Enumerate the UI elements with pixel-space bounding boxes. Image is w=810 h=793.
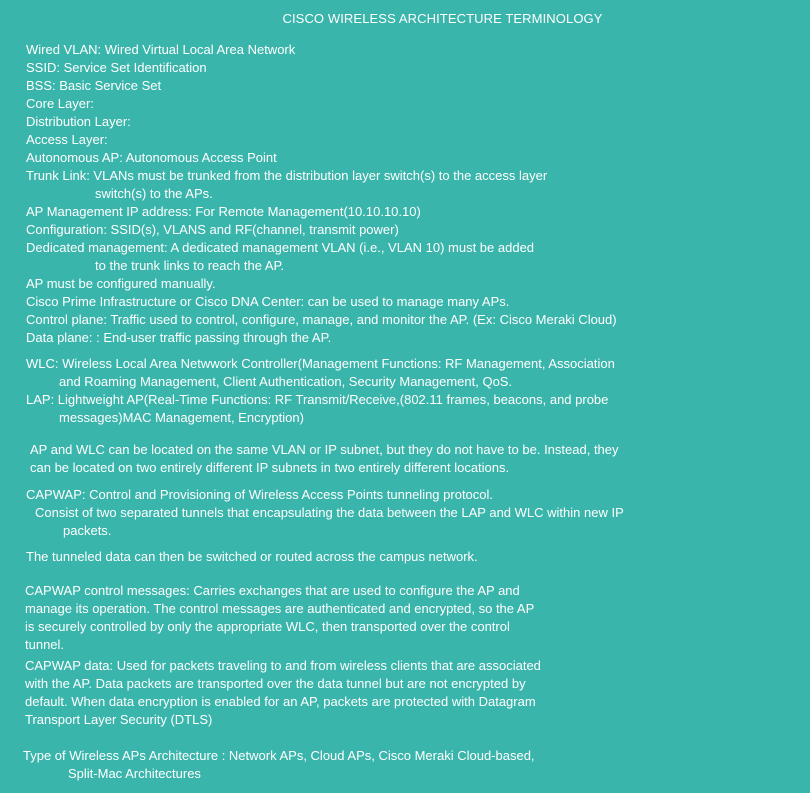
term-capwap-data-l2: with the AP. Data packets are transported over the data tunnel but are not encrypted by [25, 676, 526, 691]
term-capwap-data-l3: default. When data encryption is enabled for an AP, packets are protected with Datagram [25, 694, 536, 709]
term-access-layer: Access Layer: [26, 132, 108, 147]
term-core-layer: Core Layer: [26, 96, 94, 111]
term-control-plane: Control plane: Traffic used to control, configure, manage, and monitor the AP. (Ex: Cisco Meraki Cloud) [26, 312, 617, 327]
term-wlc: WLC: Wireless Local Area Netwwork Controller(Management Functions: RF Management, Association [26, 356, 615, 371]
term-capwap-data-l4: Transport Layer Security (DTLS) [25, 712, 213, 727]
term-capwap-data: CAPWAP data: Used for packets traveling to and from wireless clients that are associated [25, 658, 541, 673]
page-title: CISCO WIRELESS ARCHITECTURE TERMINOLOGY [282, 11, 603, 26]
term-cisco-prime: Cisco Prime Infrastructure or Cisco DNA Center: can be used to manage many APs. [26, 294, 510, 309]
term-trunk-link: Trunk Link: VLANs must be trunked from the distribution layer switch(s) to the access layer [26, 168, 548, 183]
term-manual-config: AP must be configured manually. [26, 276, 216, 291]
term-distribution-layer: Distribution Layer: [26, 114, 131, 129]
term-ssid: SSID: Service Set Identification [26, 60, 207, 75]
term-lap: LAP: Lightweight AP(Real-Time Functions: RF Transmit/Receive,(802.11 frames, beacons, and probe [26, 392, 609, 407]
term-dedicated-management-cont: to the trunk links to reach the AP. [95, 258, 285, 273]
term-capwap-control-messages-l3: is securely controlled by only the appropriate WLC, then transported over the control [25, 619, 510, 634]
term-ap-management-ip: AP Management IP address: For Remote Management(10.10.10.10) [26, 204, 421, 219]
term-data-plane: Data plane: : End-user traffic passing through the AP. [26, 330, 332, 345]
term-trunk-link-cont: switch(s) to the APs. [95, 186, 213, 201]
term-capwap-control-messages-l4: tunnel. [25, 637, 65, 652]
term-wlc-cont: and Roaming Management, Client Authentication, Security Management, QoS. [59, 374, 513, 389]
term-dedicated-management: Dedicated management: A dedicated management VLAN (i.e., VLAN 10) must be added [26, 240, 535, 255]
para-ap-wlc-location: AP and WLC can be located on the same VLAN or IP subnet, but they do not have to be. Instead, they [30, 442, 619, 457]
term-lap-cont: messages)MAC Management, Encryption) [59, 410, 304, 425]
para-tunneled-data: The tunneled data can then be switched or routed across the campus network. [26, 549, 478, 564]
term-bss: BSS: Basic Service Set [26, 78, 162, 93]
term-autonomous-ap: Autonomous AP: Autonomous Access Point [26, 150, 277, 165]
term-capwap-control-messages: CAPWAP control messages: Carries exchanges that are used to configure the AP and [25, 583, 520, 598]
term-capwap-control-messages-l2: manage its operation. The control messages are authenticated and encrypted, so the AP [25, 601, 535, 616]
term-capwap-tunnels: Consist of two separated tunnels that encapsulating the data between the LAP and WLC within new IP [35, 505, 624, 520]
term-ap-architecture-types: Type of Wireless APs Architecture : Network APs, Cloud APs, Cisco Meraki Cloud-based, [23, 748, 535, 763]
term-ap-architecture-types-cont: Split-Mac Architectures [68, 766, 201, 781]
para-ap-wlc-location-cont: can be located on two entirely different IP subnets in two entirely different locations. [30, 460, 510, 475]
term-capwap-tunnels-cont: packets. [63, 523, 112, 538]
term-capwap: CAPWAP: Control and Provisioning of Wireless Access Points tunneling protocol. [26, 487, 494, 502]
term-wired-vlan: Wired VLAN: Wired Virtual Local Area Network [26, 42, 296, 57]
term-configuration: Configuration: SSID(s), VLANS and RF(channel, transmit power) [26, 222, 399, 237]
